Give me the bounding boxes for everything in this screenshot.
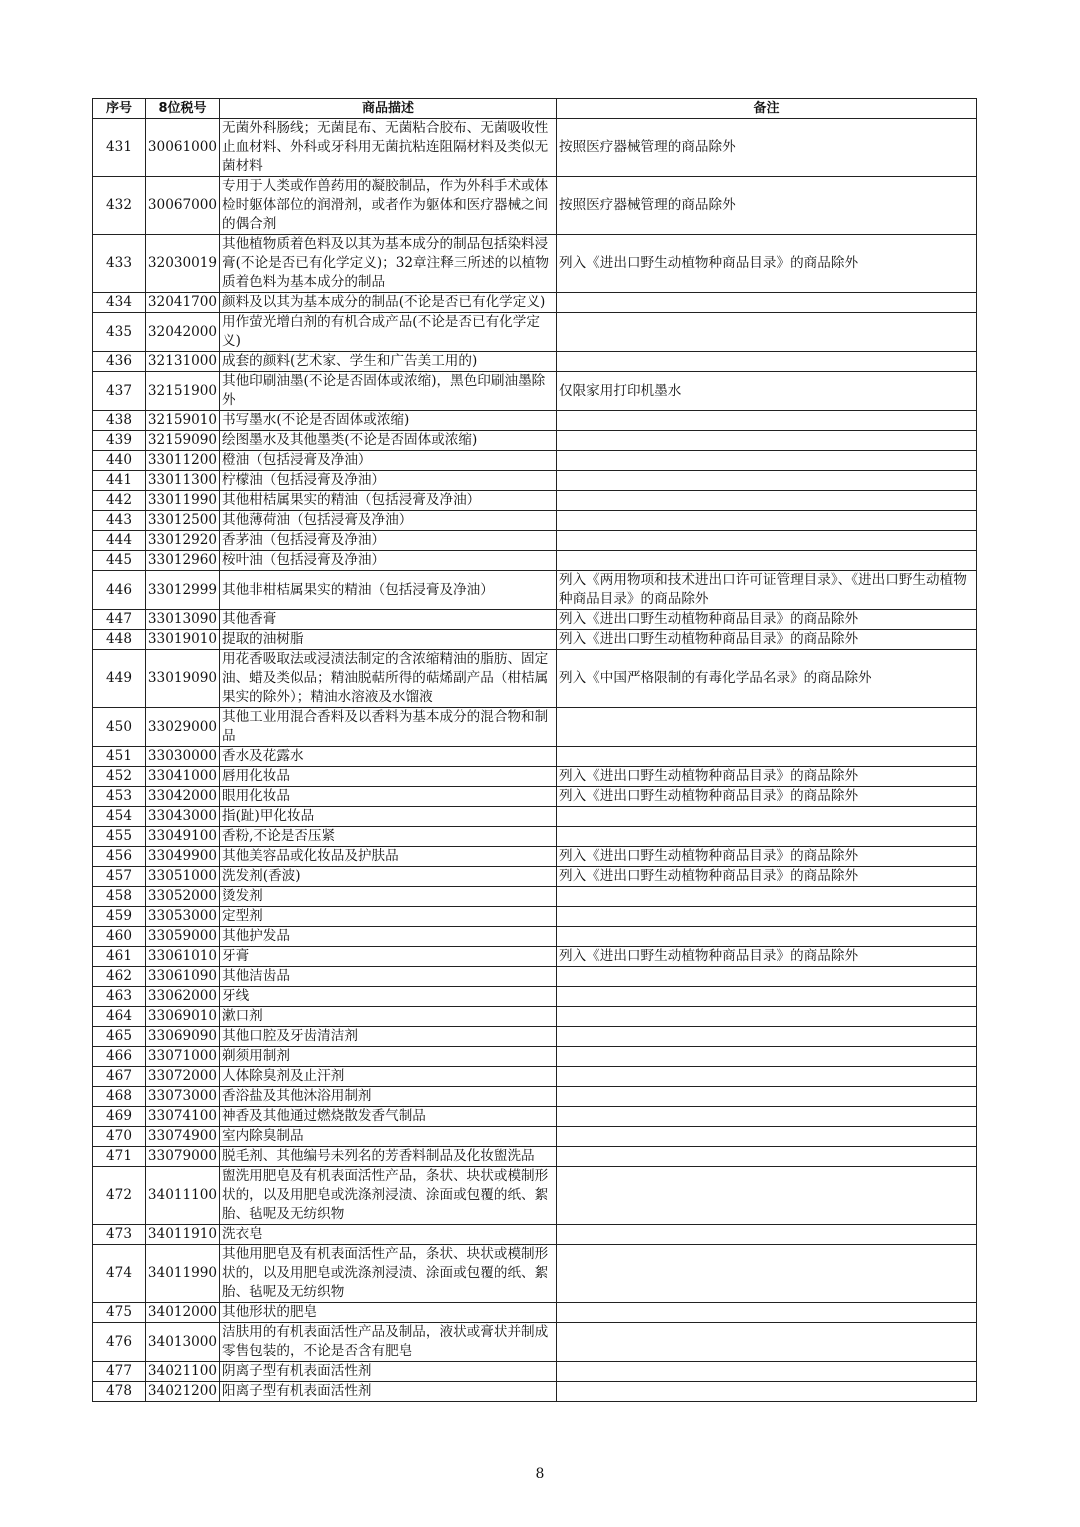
row-serial-number: 450 (93, 708, 146, 747)
table-row (93, 1245, 977, 1303)
row-serial-number: 469 (93, 1107, 146, 1127)
row-description: 神香及其他通过燃烧散发香气制品 (220, 1107, 557, 1127)
row-remarks: 按照医疗器械管理的商品除外 (557, 177, 977, 235)
table-row (93, 177, 977, 235)
row-description: 室内除臭制品 (220, 1127, 557, 1147)
table-row (93, 987, 977, 1007)
table-row (93, 1303, 977, 1323)
row-tariff-code: 33053000 (146, 907, 220, 927)
row-serial-number: 432 (93, 177, 146, 235)
row-tariff-code: 33052000 (146, 887, 220, 907)
row-remarks (557, 807, 977, 827)
table-row (93, 947, 977, 967)
row-serial-number: 440 (93, 451, 146, 471)
row-serial-number: 474 (93, 1245, 146, 1303)
row-remarks (557, 1303, 977, 1323)
row-tariff-code: 32151900 (146, 372, 220, 411)
row-serial-number: 446 (93, 571, 146, 610)
table-row (93, 650, 977, 708)
row-description: 绘图墨水及其他墨类(不论是否固体或浓缩) (220, 431, 557, 451)
table-row (93, 1107, 977, 1127)
table-row (93, 1047, 977, 1067)
row-description: 成套的颜料(艺术家、学生和广告美工用的) (220, 352, 557, 372)
row-serial-number: 449 (93, 650, 146, 708)
row-tariff-code: 33011200 (146, 451, 220, 471)
row-tariff-code: 33012500 (146, 511, 220, 531)
table-row (93, 847, 977, 867)
row-description: 漱口剂 (220, 1007, 557, 1027)
table-row (93, 571, 977, 610)
row-serial-number: 478 (93, 1382, 146, 1402)
row-serial-number: 475 (93, 1303, 146, 1323)
row-tariff-code: 33073000 (146, 1087, 220, 1107)
row-tariff-code: 33019010 (146, 630, 220, 650)
table-row (93, 352, 977, 372)
row-description: 香水及花露水 (220, 747, 557, 767)
row-description: 洗发剂(香波) (220, 867, 557, 887)
table-row (93, 235, 977, 293)
row-tariff-code: 33062000 (146, 987, 220, 1007)
row-remarks (557, 1067, 977, 1087)
row-tariff-code: 33042000 (146, 787, 220, 807)
row-serial-number: 466 (93, 1047, 146, 1067)
row-tariff-code: 33012999 (146, 571, 220, 610)
table-row (93, 927, 977, 947)
row-remarks: 列入《进出口野生动植物种商品目录》的商品除外 (557, 235, 977, 293)
row-description: 脱毛剂、其他编号未列名的芳香料制品及化妆盥洗品 (220, 1147, 557, 1167)
row-serial-number: 434 (93, 293, 146, 313)
table-row (93, 867, 977, 887)
row-description: 其他口腔及牙齿清洁剂 (220, 1027, 557, 1047)
row-tariff-code: 30061000 (146, 119, 220, 177)
row-description: 提取的油树脂 (220, 630, 557, 650)
row-serial-number: 463 (93, 987, 146, 1007)
header-remarks: 备注 (557, 99, 977, 119)
row-tariff-code: 32030019 (146, 235, 220, 293)
row-description: 指(趾)甲化妆品 (220, 807, 557, 827)
row-serial-number: 448 (93, 630, 146, 650)
row-serial-number: 441 (93, 471, 146, 491)
row-tariff-code: 34011100 (146, 1167, 220, 1225)
row-remarks (557, 967, 977, 987)
row-serial-number: 468 (93, 1087, 146, 1107)
row-remarks (557, 1007, 977, 1027)
row-remarks (557, 1225, 977, 1245)
header-serial-number: 序号 (93, 99, 146, 119)
table-row (93, 1067, 977, 1087)
row-remarks (557, 313, 977, 352)
row-serial-number: 452 (93, 767, 146, 787)
tariff-table-container (92, 98, 976, 1402)
row-remarks (557, 1127, 977, 1147)
row-remarks (557, 431, 977, 451)
row-serial-number: 453 (93, 787, 146, 807)
row-serial-number: 444 (93, 531, 146, 551)
row-tariff-code: 30067000 (146, 177, 220, 235)
row-remarks (557, 907, 977, 927)
table-row (93, 119, 977, 177)
table-row (93, 610, 977, 630)
row-remarks (557, 471, 977, 491)
table-row (93, 1323, 977, 1362)
row-serial-number: 459 (93, 907, 146, 927)
row-serial-number: 473 (93, 1225, 146, 1245)
row-remarks (557, 1362, 977, 1382)
row-description: 其他薄荷油（包括浸膏及净油） (220, 511, 557, 531)
row-description: 洗衣皂 (220, 1225, 557, 1245)
row-description: 其他用肥皂及有机表面活性产品，条状、块状或模制形状的，以及用肥皂或洗涤剂浸渍、涂面或包覆的纸、絮胎、毡呢及无纺织物 (220, 1245, 557, 1303)
row-tariff-code: 34021100 (146, 1362, 220, 1382)
row-serial-number: 476 (93, 1323, 146, 1362)
row-serial-number: 462 (93, 967, 146, 987)
row-tariff-code: 34021200 (146, 1382, 220, 1402)
row-tariff-code: 33061010 (146, 947, 220, 967)
row-description: 其他非柑桔属果实的精油（包括浸膏及净油） (220, 571, 557, 610)
row-remarks (557, 511, 977, 531)
row-remarks: 按照医疗器械管理的商品除外 (557, 119, 977, 177)
header-description: 商品描述 (220, 99, 557, 119)
row-description: 烫发剂 (220, 887, 557, 907)
row-remarks: 列入《进出口野生动植物种商品目录》的商品除外 (557, 610, 977, 630)
row-description: 专用于人类或作兽药用的凝胶制品，作为外科手术或体检时躯体部位的润滑剂，或者作为躯体和医疗器械之间的偶合剂 (220, 177, 557, 235)
row-remarks (557, 1382, 977, 1402)
row-description: 眼用化妆品 (220, 787, 557, 807)
table-row (93, 551, 977, 571)
row-tariff-code: 33069010 (146, 1007, 220, 1027)
row-tariff-code: 33074900 (146, 1127, 220, 1147)
row-description: 用作萤光增白剂的有机合成产品(不论是否已有化学定义) (220, 313, 557, 352)
row-remarks (557, 708, 977, 747)
row-description: 阴离子型有机表面活性剂 (220, 1362, 557, 1382)
row-remarks (557, 1047, 977, 1067)
row-remarks (557, 451, 977, 471)
row-remarks (557, 551, 977, 571)
row-tariff-code: 34013000 (146, 1323, 220, 1362)
header-tariff-code: 8位税号 (146, 99, 220, 119)
table-row (93, 1087, 977, 1107)
row-description: 其他护发品 (220, 927, 557, 947)
row-description: 其他工业用混合香料及以香料为基本成分的混合物和制品 (220, 708, 557, 747)
row-remarks: 列入《进出口野生动植物种商品目录》的商品除外 (557, 767, 977, 787)
table-row (93, 807, 977, 827)
table-row (93, 630, 977, 650)
tariff-table (92, 98, 977, 1402)
row-remarks (557, 352, 977, 372)
table-row (93, 372, 977, 411)
row-tariff-code: 33012920 (146, 531, 220, 551)
table-row (93, 747, 977, 767)
row-serial-number: 436 (93, 352, 146, 372)
row-tariff-code: 33049100 (146, 827, 220, 847)
row-tariff-code: 33069090 (146, 1027, 220, 1047)
table-row (93, 451, 977, 471)
row-serial-number: 470 (93, 1127, 146, 1147)
table-row (93, 1382, 977, 1402)
row-serial-number: 451 (93, 747, 146, 767)
row-tariff-code: 33043000 (146, 807, 220, 827)
row-description: 颜料及以其为基本成分的制品(不论是否已有化学定义) (220, 293, 557, 313)
row-description: 盥洗用肥皂及有机表面活性产品，条状、块状或模制形状的，以及用肥皂或洗涤剂浸渍、涂面或包覆的纸、絮胎、毡呢及无纺织物 (220, 1167, 557, 1225)
table-row (93, 1362, 977, 1382)
row-description: 香粉,不论是否压紧 (220, 827, 557, 847)
row-serial-number: 471 (93, 1147, 146, 1167)
row-serial-number: 457 (93, 867, 146, 887)
row-remarks (557, 1245, 977, 1303)
row-serial-number: 464 (93, 1007, 146, 1027)
table-row (93, 511, 977, 531)
row-description: 牙线 (220, 987, 557, 1007)
row-tariff-code: 33013090 (146, 610, 220, 630)
row-description: 书写墨水(不论是否固体或浓缩) (220, 411, 557, 431)
row-serial-number: 435 (93, 313, 146, 352)
row-remarks (557, 293, 977, 313)
row-remarks (557, 411, 977, 431)
row-tariff-code: 33012960 (146, 551, 220, 571)
table-row (93, 1225, 977, 1245)
row-serial-number: 442 (93, 491, 146, 511)
row-tariff-code: 33059000 (146, 927, 220, 947)
row-tariff-code: 33030000 (146, 747, 220, 767)
row-tariff-code: 33011300 (146, 471, 220, 491)
table-header-row (93, 99, 977, 119)
row-tariff-code: 32042000 (146, 313, 220, 352)
row-tariff-code: 33071000 (146, 1047, 220, 1067)
row-serial-number: 431 (93, 119, 146, 177)
row-remarks (557, 827, 977, 847)
row-serial-number: 472 (93, 1167, 146, 1225)
table-row (93, 767, 977, 787)
row-serial-number: 465 (93, 1027, 146, 1047)
table-row (93, 907, 977, 927)
row-remarks (557, 1087, 977, 1107)
row-tariff-code: 33072000 (146, 1067, 220, 1087)
row-tariff-code: 33019090 (146, 650, 220, 708)
row-serial-number: 458 (93, 887, 146, 907)
table-row (93, 1167, 977, 1225)
row-remarks (557, 987, 977, 1007)
row-description: 其他植物质着色料及以其为基本成分的制品包括染料浸膏(不论是否已有化学定义)；32章注释三所述的以植物质着色料为基本成分的制品 (220, 235, 557, 293)
row-tariff-code: 32159090 (146, 431, 220, 451)
row-serial-number: 445 (93, 551, 146, 571)
row-tariff-code: 34011990 (146, 1245, 220, 1303)
row-tariff-code: 33051000 (146, 867, 220, 887)
row-description: 其他洁齿品 (220, 967, 557, 987)
row-serial-number: 461 (93, 947, 146, 967)
row-description: 洁肤用的有机表面活性产品及制品，液状或膏状并制成零售包装的，不论是否含有肥皂 (220, 1323, 557, 1362)
row-description: 无菌外科肠线；无菌昆布、无菌粘合胶布、无菌吸收性止血材料、外科或牙科用无菌抗粘连阻隔材料及类似无菌材料 (220, 119, 557, 177)
row-remarks: 列入《进出口野生动植物种商品目录》的商品除外 (557, 847, 977, 867)
row-tariff-code: 33011990 (146, 491, 220, 511)
row-description: 用花香吸取法或浸渍法制定的含浓缩精油的脂肪、固定油、蜡及类似品；精油脱萜所得的萜烯副产品（柑桔属果实的除外）；精油水溶液及水馏液 (220, 650, 557, 708)
row-remarks (557, 887, 977, 907)
row-serial-number: 433 (93, 235, 146, 293)
row-serial-number: 477 (93, 1362, 146, 1382)
row-description: 桉叶油（包括浸膏及净油） (220, 551, 557, 571)
table-row (93, 708, 977, 747)
table-row (93, 967, 977, 987)
row-tariff-code: 33079000 (146, 1147, 220, 1167)
row-serial-number: 447 (93, 610, 146, 630)
row-serial-number: 437 (93, 372, 146, 411)
row-description: 香浴盐及其他沐浴用制剂 (220, 1087, 557, 1107)
row-remarks (557, 1167, 977, 1225)
row-remarks (557, 747, 977, 767)
row-remarks (557, 1147, 977, 1167)
row-tariff-code: 34011910 (146, 1225, 220, 1245)
page-number: 8 (535, 1466, 545, 1482)
table-row (93, 313, 977, 352)
row-tariff-code: 34012000 (146, 1303, 220, 1323)
row-serial-number: 438 (93, 411, 146, 431)
table-row (93, 431, 977, 451)
row-description: 其他香膏 (220, 610, 557, 630)
row-remarks: 列入《进出口野生动植物种商品目录》的商品除外 (557, 787, 977, 807)
row-description: 橙油（包括浸膏及净油） (220, 451, 557, 471)
table-row (93, 491, 977, 511)
row-serial-number: 454 (93, 807, 146, 827)
row-serial-number: 467 (93, 1067, 146, 1087)
row-remarks (557, 927, 977, 947)
row-remarks: 列入《中国严格限制的有毒化学品名录》的商品除外 (557, 650, 977, 708)
row-description: 柠檬油（包括浸膏及净油） (220, 471, 557, 491)
row-serial-number: 460 (93, 927, 146, 947)
row-description: 其他形状的肥皂 (220, 1303, 557, 1323)
row-tariff-code: 33061090 (146, 967, 220, 987)
row-tariff-code: 33049900 (146, 847, 220, 867)
table-body (93, 119, 977, 1402)
table-row (93, 1027, 977, 1047)
table-row (93, 827, 977, 847)
row-tariff-code: 32041700 (146, 293, 220, 313)
row-tariff-code: 33041000 (146, 767, 220, 787)
row-remarks (557, 1107, 977, 1127)
row-remarks: 列入《进出口野生动植物种商品目录》的商品除外 (557, 867, 977, 887)
row-description: 香茅油（包括浸膏及净油） (220, 531, 557, 551)
row-description: 其他柑桔属果实的精油（包括浸膏及净油） (220, 491, 557, 511)
row-description: 人体除臭剂及止汗剂 (220, 1067, 557, 1087)
row-remarks: 列入《两用物项和技术进出口许可证管理目录》、《进出口野生动植物种商品目录》的商品除外 (557, 571, 977, 610)
row-description: 其他美容品或化妆品及护肤品 (220, 847, 557, 867)
row-description: 剃须用制剂 (220, 1047, 557, 1067)
row-remarks (557, 1323, 977, 1362)
table-row (93, 293, 977, 313)
table-row (93, 471, 977, 491)
table-row (93, 1127, 977, 1147)
row-serial-number: 439 (93, 431, 146, 451)
row-tariff-code: 33029000 (146, 708, 220, 747)
table-row (93, 887, 977, 907)
table-row (93, 1007, 977, 1027)
row-serial-number: 443 (93, 511, 146, 531)
row-tariff-code: 32159010 (146, 411, 220, 431)
row-description: 定型剂 (220, 907, 557, 927)
row-tariff-code: 33074100 (146, 1107, 220, 1127)
table-row (93, 531, 977, 551)
table-row (93, 411, 977, 431)
row-description: 阳离子型有机表面活性剂 (220, 1382, 557, 1402)
row-remarks (557, 531, 977, 551)
row-remarks: 仅限家用打印机墨水 (557, 372, 977, 411)
row-description: 牙膏 (220, 947, 557, 967)
table-row (93, 787, 977, 807)
row-remarks (557, 1027, 977, 1047)
row-remarks: 列入《进出口野生动植物种商品目录》的商品除外 (557, 630, 977, 650)
row-serial-number: 456 (93, 847, 146, 867)
row-remarks (557, 491, 977, 511)
table-row (93, 1147, 977, 1167)
row-serial-number: 455 (93, 827, 146, 847)
row-tariff-code: 32131000 (146, 352, 220, 372)
row-description: 其他印刷油墨(不论是否固体或浓缩)，黑色印刷油墨除外 (220, 372, 557, 411)
row-remarks: 列入《进出口野生动植物种商品目录》的商品除外 (557, 947, 977, 967)
row-description: 唇用化妆品 (220, 767, 557, 787)
